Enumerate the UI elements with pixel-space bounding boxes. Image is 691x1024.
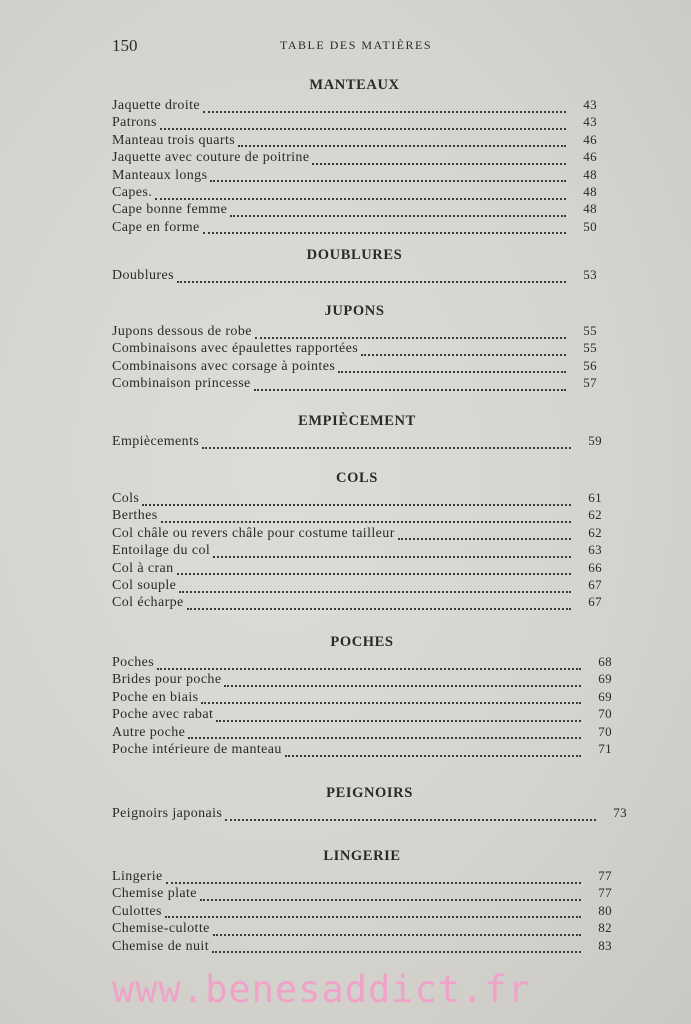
entry-page-number: 50 xyxy=(583,218,597,234)
dot-leader xyxy=(177,565,571,575)
toc-section xyxy=(112,782,627,821)
toc-entry xyxy=(112,183,597,200)
section-title: DOUBLURES xyxy=(306,247,403,263)
entry-page-number: 43 xyxy=(583,97,597,112)
entry-page-number: 46 xyxy=(583,149,597,165)
toc-entry xyxy=(112,374,597,391)
entry-label: Patrons xyxy=(112,115,157,131)
toc-section xyxy=(112,74,597,235)
entry-label: Combinaisons avec épaulettes rapportées xyxy=(112,341,359,357)
dot-leader xyxy=(201,694,581,704)
toc-entry xyxy=(112,804,627,821)
toc-entry xyxy=(112,432,602,449)
entry-page-number: 62 xyxy=(588,524,602,540)
entry-label: Col à cran xyxy=(112,560,174,576)
toc-entry xyxy=(112,96,597,113)
entry-label: Doublures xyxy=(112,268,174,283)
toc-entry xyxy=(112,357,597,374)
dot-leader xyxy=(165,908,581,918)
section-title: POCHES xyxy=(330,634,394,650)
dot-leader xyxy=(213,926,581,936)
dot-leader xyxy=(216,712,581,722)
entry-label: Jaquette avec couture de poitrine xyxy=(112,150,310,166)
dot-leader xyxy=(177,273,566,283)
dot-leader xyxy=(188,729,581,739)
entry-page-number: 68 xyxy=(598,654,612,669)
toc-entry xyxy=(112,740,612,757)
entry-page-number: 77 xyxy=(598,885,612,901)
entry-label: Col souple xyxy=(112,577,177,593)
entry-page-number: 55 xyxy=(583,340,597,356)
entry-page-number: 48 xyxy=(583,201,597,217)
entry-label: Autre poche xyxy=(112,724,186,740)
entry-page-number: 43 xyxy=(583,114,597,130)
entry-page-number: 67 xyxy=(588,594,602,610)
entry-page-number: 63 xyxy=(588,542,602,558)
dot-leader xyxy=(361,346,566,356)
entry-label: Cape en forme xyxy=(112,219,200,235)
dot-leader xyxy=(157,660,581,670)
toc-entry xyxy=(112,884,612,901)
dot-leader xyxy=(187,600,571,610)
dot-leader xyxy=(202,439,571,449)
entry-page-number: 73 xyxy=(613,805,627,820)
toc-section xyxy=(112,467,602,611)
dot-leader xyxy=(224,677,581,687)
dot-leader xyxy=(203,103,566,113)
entry-label: Col châle ou revers châle pour costume tailleur xyxy=(112,525,395,541)
entry-label: Jaquette droite xyxy=(112,98,201,113)
toc-entry xyxy=(112,148,597,165)
section-title: LINGERIE xyxy=(323,848,401,864)
dot-leader xyxy=(254,381,566,391)
dot-leader xyxy=(203,224,566,234)
section-title: EMPIÈCEMENT xyxy=(298,413,416,429)
entry-list xyxy=(112,96,597,235)
toc-entry xyxy=(112,489,602,506)
toc-entry xyxy=(112,524,602,541)
entry-label: Entoilage du col xyxy=(112,543,211,559)
dot-leader xyxy=(230,207,566,217)
entry-page-number: 77 xyxy=(598,868,612,883)
entry-page-number: 46 xyxy=(583,131,597,147)
toc-entry xyxy=(112,723,612,740)
toc-entry xyxy=(112,131,597,148)
entry-page-number: 66 xyxy=(588,559,602,575)
entry-label: Lingerie xyxy=(112,869,163,884)
toc-entry xyxy=(112,506,602,523)
dot-leader xyxy=(255,329,566,339)
entry-page-number: 57 xyxy=(583,375,597,391)
toc-entry xyxy=(112,937,612,954)
entry-page-number: 82 xyxy=(598,920,612,936)
entry-page-number: 61 xyxy=(588,490,602,505)
entry-page-number: 80 xyxy=(598,902,612,918)
toc-section xyxy=(112,845,612,954)
entry-label: Chemise de nuit xyxy=(112,938,209,954)
dot-leader xyxy=(161,513,571,523)
entry-label: Chemise-culotte xyxy=(112,921,210,937)
entry-label: Berthes xyxy=(112,508,158,524)
entry-label: Chemise plate xyxy=(112,886,197,902)
toc-entry xyxy=(112,541,602,558)
toc-entry xyxy=(112,339,597,356)
toc-entry xyxy=(112,670,612,687)
entry-list xyxy=(112,804,627,821)
toc-entry xyxy=(112,593,602,610)
entry-page-number: 70 xyxy=(598,706,612,722)
dot-leader xyxy=(179,583,571,593)
toc-entry xyxy=(112,113,597,130)
running-title: TABLE DES MATIÈRES xyxy=(280,38,433,52)
dot-leader xyxy=(213,548,571,558)
dot-leader xyxy=(166,874,581,884)
toc-entry xyxy=(112,559,602,576)
toc-entry xyxy=(112,688,612,705)
dot-leader xyxy=(200,891,581,901)
dot-leader xyxy=(398,530,571,540)
entry-page-number: 62 xyxy=(588,507,602,523)
entry-label: Cols xyxy=(112,491,140,506)
entry-label: Manteaux longs xyxy=(112,167,208,183)
entry-label: Cape bonne femme xyxy=(112,202,228,218)
toc-entry xyxy=(112,867,612,884)
toc-section xyxy=(112,631,612,757)
dot-leader xyxy=(338,363,566,373)
toc-entry xyxy=(112,705,612,722)
dot-leader xyxy=(212,943,581,953)
entry-page-number: 59 xyxy=(588,433,602,448)
toc-entry xyxy=(112,902,612,919)
entry-label: Manteau trois quarts xyxy=(112,132,236,148)
section-title: PEIGNOIRS xyxy=(326,785,413,801)
entry-list xyxy=(112,867,612,954)
entry-page-number: 56 xyxy=(583,357,597,373)
dot-leader xyxy=(238,137,566,147)
entry-label: Brides pour poche xyxy=(112,672,222,688)
entry-label: Culottes xyxy=(112,903,162,919)
entry-label: Capes. xyxy=(112,184,153,200)
toc-entry xyxy=(112,322,597,339)
entry-label: Jupons dessous de robe xyxy=(112,324,252,339)
dot-leader xyxy=(160,120,566,130)
section-title: COLS xyxy=(336,470,378,486)
dot-leader xyxy=(155,190,566,200)
entry-list xyxy=(112,489,602,611)
dot-leader xyxy=(225,811,596,821)
toc-entry xyxy=(112,218,597,235)
section-title: MANTEAUX xyxy=(309,77,400,93)
dot-leader xyxy=(312,155,566,165)
entry-page-number: 69 xyxy=(598,688,612,704)
dot-leader xyxy=(285,747,581,757)
entry-list xyxy=(112,653,612,757)
toc-entry xyxy=(112,576,602,593)
toc-entry xyxy=(112,266,597,283)
toc-section xyxy=(112,300,597,392)
entry-label: Peignoirs japonais xyxy=(112,806,223,821)
dot-leader xyxy=(210,172,566,182)
entry-label: Combinaison princesse xyxy=(112,376,251,392)
toc-entry xyxy=(112,200,597,217)
entry-page-number: 83 xyxy=(598,937,612,953)
entry-list xyxy=(112,266,597,283)
entry-list xyxy=(112,322,597,392)
entry-label: Poches xyxy=(112,655,155,670)
toc-entry xyxy=(112,653,612,670)
entry-label: Combinaisons avec corsage à pointes xyxy=(112,358,336,374)
entry-page-number: 71 xyxy=(598,740,612,756)
entry-label: Poche en biais xyxy=(112,689,199,705)
entry-page-number: 70 xyxy=(598,723,612,739)
toc-section xyxy=(112,244,597,283)
entry-label: Col écharpe xyxy=(112,595,184,611)
toc-section xyxy=(112,410,602,449)
entry-page-number: 55 xyxy=(583,323,597,338)
toc-entry xyxy=(112,166,597,183)
toc-entry xyxy=(112,919,612,936)
entry-label: Empiècements xyxy=(112,434,200,449)
entry-page-number: 53 xyxy=(583,267,597,282)
entry-page-number: 48 xyxy=(583,166,597,182)
entry-page-number: 67 xyxy=(588,576,602,592)
entry-label: Poche intérieure de manteau xyxy=(112,741,282,757)
section-title: JUPONS xyxy=(324,303,385,319)
page-header xyxy=(112,36,631,54)
entry-page-number: 69 xyxy=(598,671,612,687)
page-number: 150 xyxy=(112,36,138,55)
entry-label: Poche avec rabat xyxy=(112,707,214,723)
entry-page-number: 48 xyxy=(583,183,597,199)
entry-list xyxy=(112,432,602,449)
dot-leader xyxy=(142,496,571,506)
watermark: www.benesaddict.fr xyxy=(112,968,531,1011)
